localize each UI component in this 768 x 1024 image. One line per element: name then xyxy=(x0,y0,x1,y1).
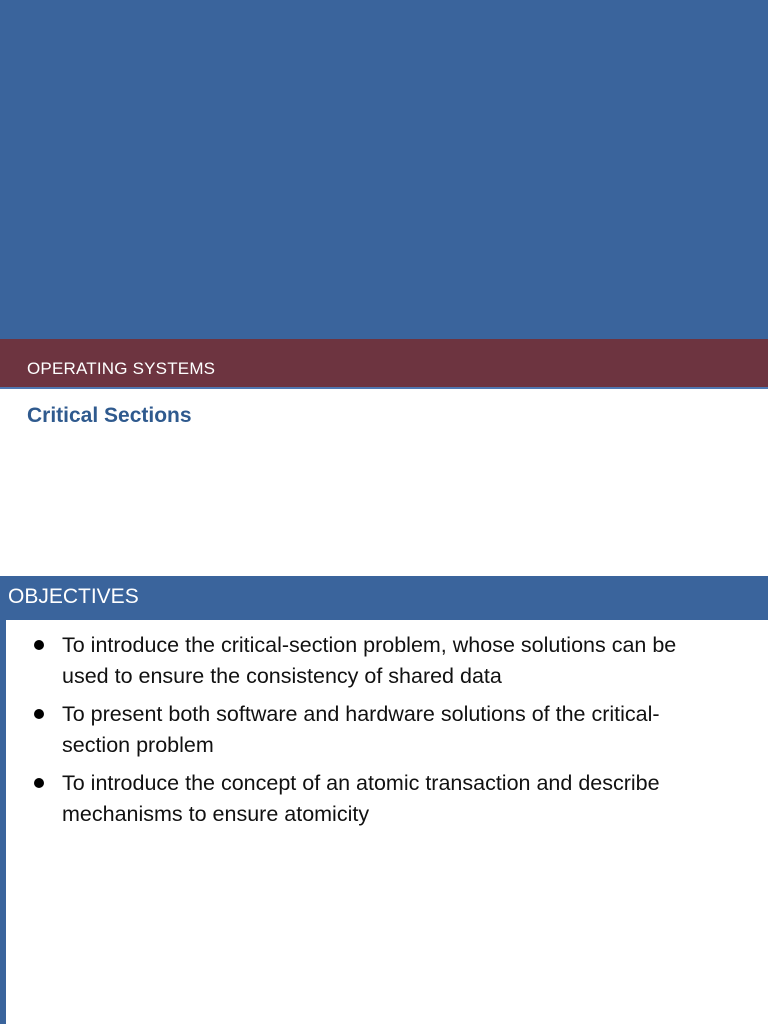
hero-banner xyxy=(0,0,768,339)
list-item xyxy=(0,768,768,830)
objectives-slide xyxy=(0,576,768,1024)
objectives-heading: OBJECTIVES xyxy=(8,585,139,608)
list-item-text: To introduce the critical-section problem, whose solutions can be used to ensure the consistency of shared data xyxy=(62,633,677,688)
objectives-list xyxy=(0,630,768,837)
list-item-text: To introduce the concept of an atomic transaction and describe mechanisms to ensure atomicity xyxy=(62,771,660,826)
subject-label: OPERATING SYSTEMS xyxy=(27,359,216,378)
subject-band xyxy=(0,339,768,389)
list-item xyxy=(0,630,768,692)
objectives-header xyxy=(0,576,768,620)
bullet-icon xyxy=(34,778,44,788)
list-item-text: To present both software and hardware solutions of the critical-section problem xyxy=(62,702,660,757)
bullet-icon xyxy=(34,709,44,719)
deck-title: Critical Sections xyxy=(27,404,192,427)
bullet-icon xyxy=(34,640,44,650)
list-item xyxy=(0,699,768,761)
